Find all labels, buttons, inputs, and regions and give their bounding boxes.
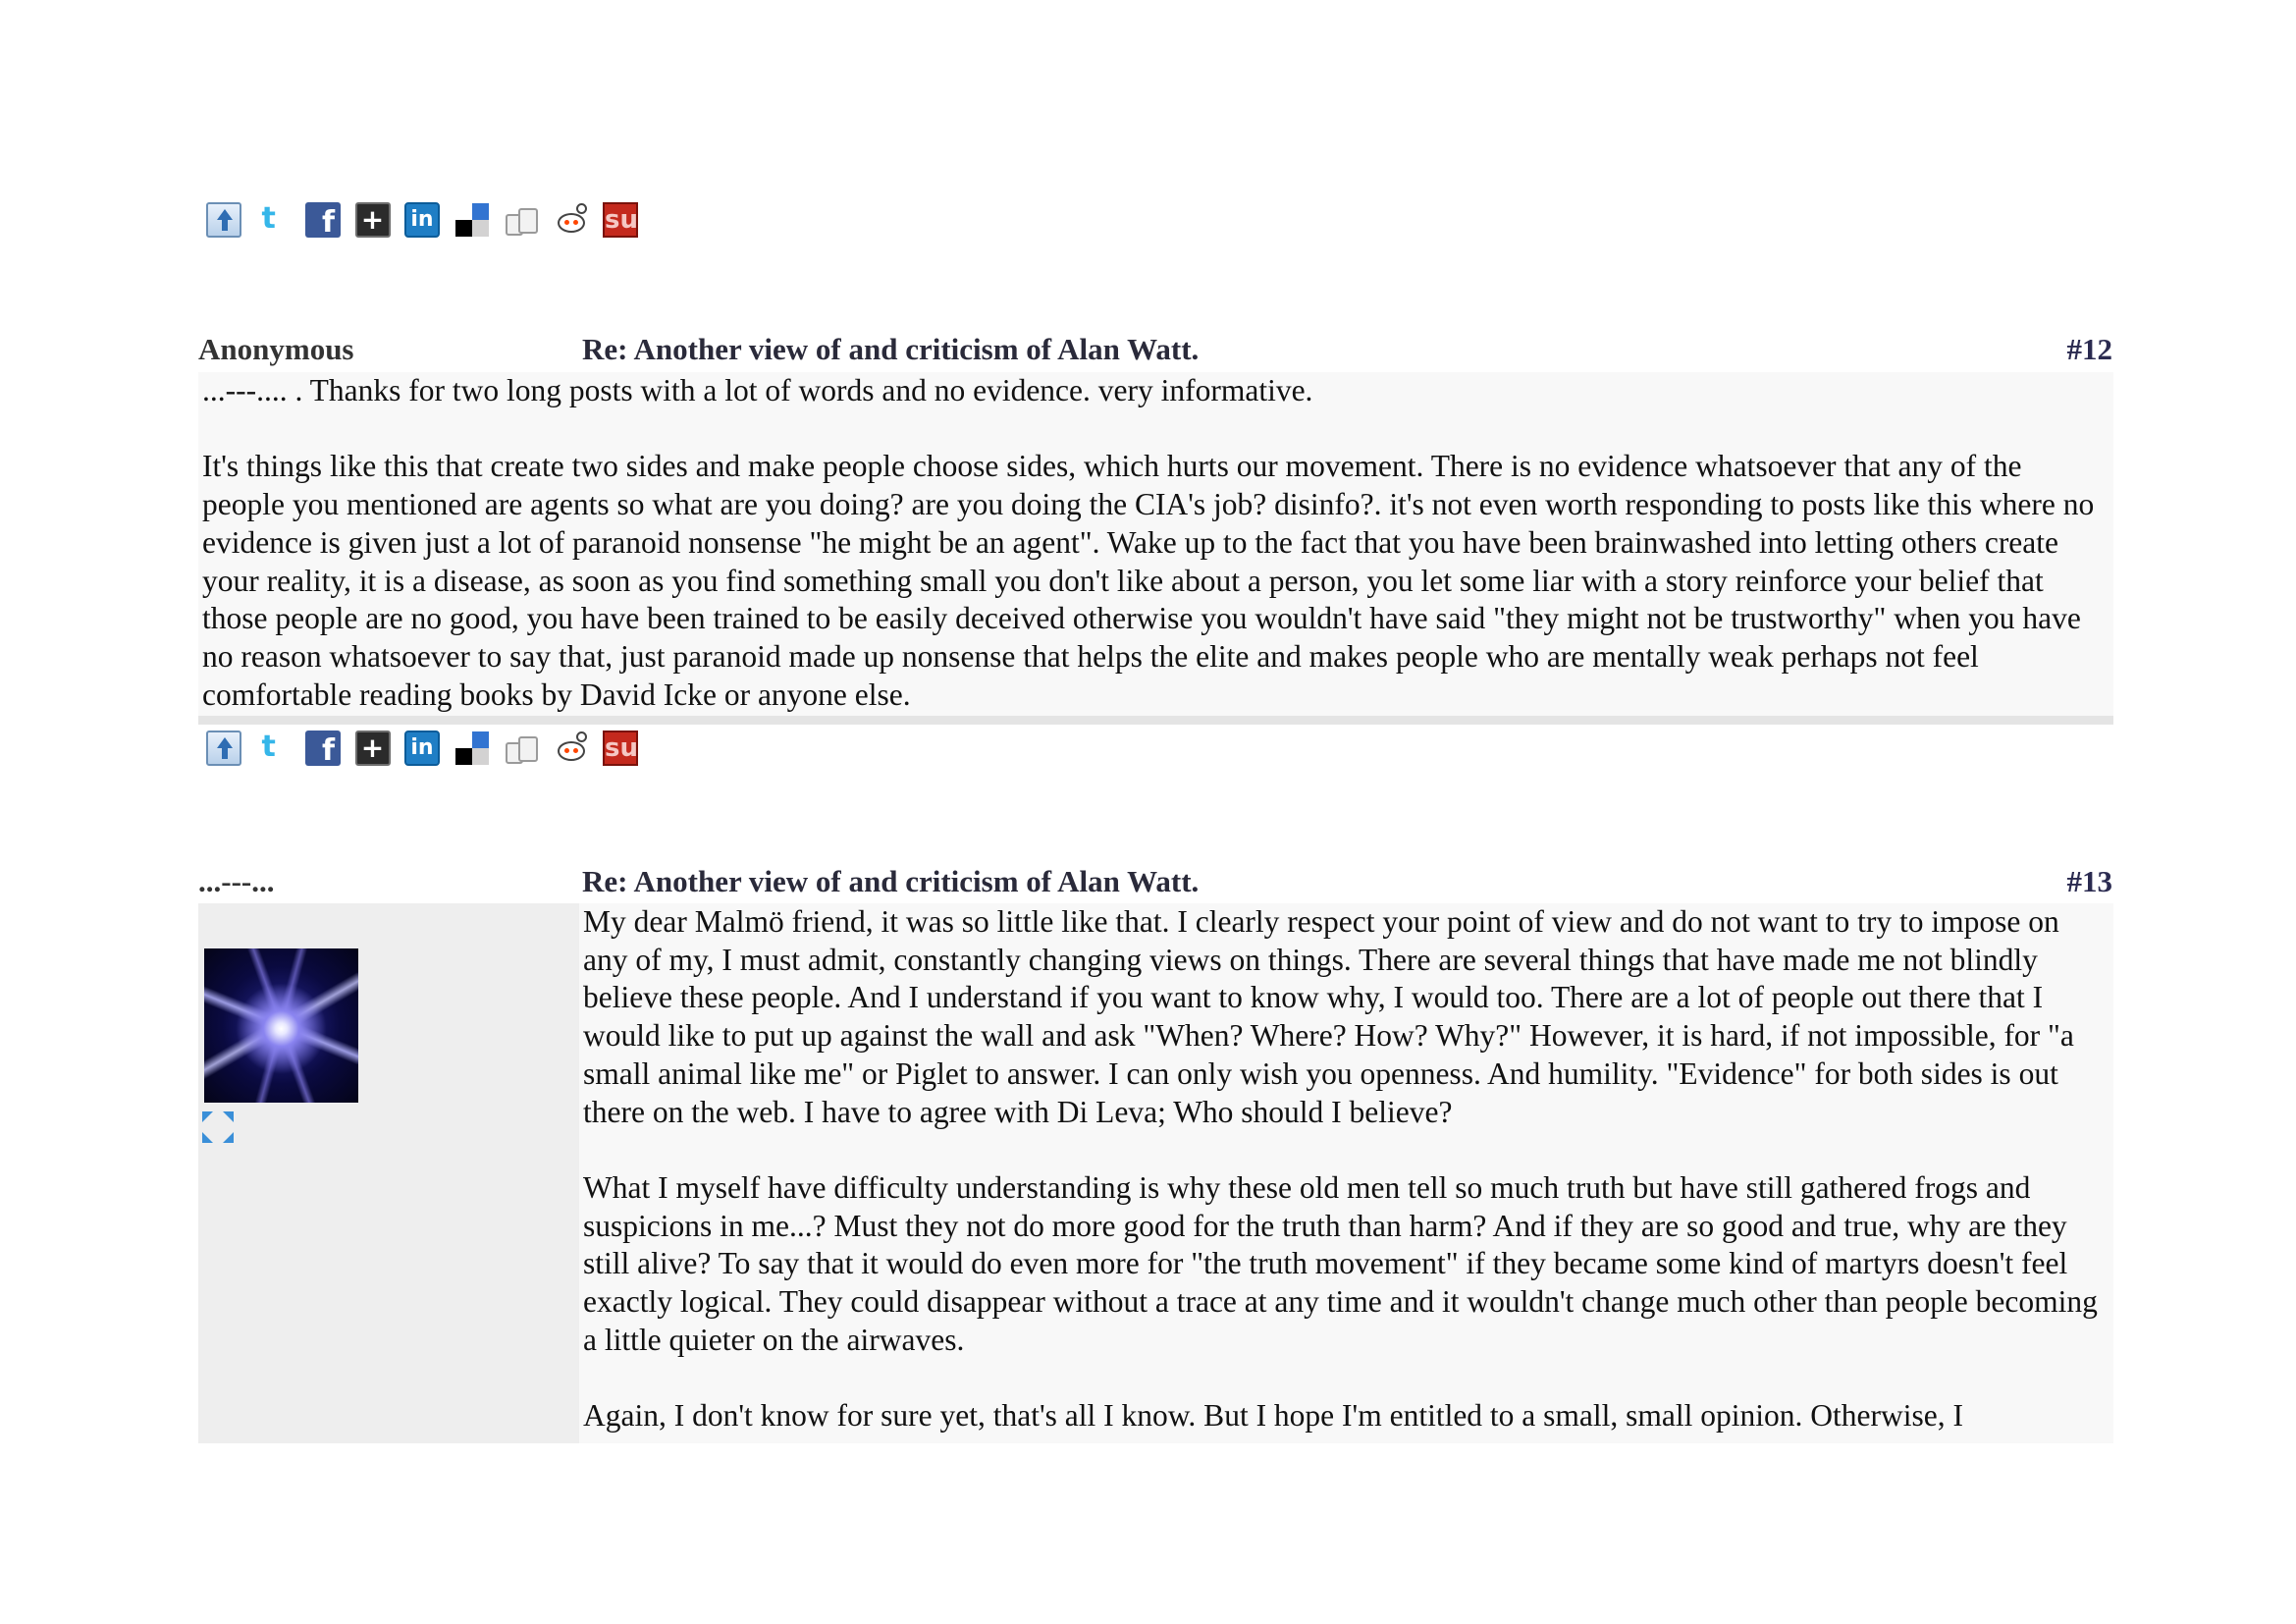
post-header bbox=[196, 332, 2112, 367]
delicious-icon[interactable] bbox=[454, 731, 490, 766]
twitter-glyph: t bbox=[261, 730, 276, 764]
linkedin-glyph: in bbox=[410, 735, 434, 760]
avatar[interactable] bbox=[204, 948, 358, 1103]
post-paragraph: What I myself have difficulty understanding is why these old men tell so much truth but have still gathered frogs and suspicions in me...? Must they not do more good for the truth than harm? And if they are so good and true, why are they still alive? To say that it would do even more for "the truth movement" if they became some kind of martyrs doesn't feel exactly logical. They could disappear without a trace at any time and it wouldn't change much other than people becoming a little quieter on the airwaves. bbox=[583, 1169, 2098, 1357]
post-paragraph: My dear Malmö friend, it was so little like that. I clearly respect your point of view and do not want to try to impose on any of my, I must admit, constantly changing views on things. There are several things that have made me not blindly believe these people. And I understand if you want to know why, I would too. There are a lot of people out there that I would like to put up against the wall and ask "When? Where? How? Why?" However, it is hard, if not impossible, for "a small animal like me" or Piglet to answer. I can only wish you openness. And humility. "Evidence" for both sides is out there on the web. I have to agree with Di Leva; Who should I believe? bbox=[583, 904, 2074, 1129]
twitter-icon[interactable] bbox=[256, 202, 292, 238]
author-panel bbox=[198, 903, 579, 1443]
google-bookmarks-glyph: + bbox=[360, 203, 385, 236]
expand-icon[interactable] bbox=[202, 1111, 234, 1143]
post-divider bbox=[198, 716, 2113, 725]
google-bookmarks-icon[interactable] bbox=[355, 202, 391, 238]
facebook-glyph: f bbox=[321, 205, 335, 240]
facebook-glyph: f bbox=[321, 733, 335, 768]
digg-icon[interactable] bbox=[504, 731, 539, 766]
post-number[interactable]: #13 bbox=[2066, 864, 2112, 898]
stumbleupon-glyph: su bbox=[605, 733, 638, 763]
post-subject[interactable]: Re: Another view of and criticism of Alan Watt. bbox=[582, 332, 1200, 366]
post-body bbox=[579, 903, 2113, 1443]
post-author[interactable]: Anonymous bbox=[198, 332, 354, 366]
stumbleupon-glyph: su bbox=[605, 205, 638, 235]
twitter-icon[interactable] bbox=[256, 731, 292, 766]
google-bookmarks-icon[interactable] bbox=[355, 731, 391, 766]
facebook-icon[interactable] bbox=[305, 202, 341, 238]
linkedin-glyph: in bbox=[410, 207, 434, 232]
post-subject[interactable]: Re: Another view of and criticism of Alan Watt. bbox=[582, 864, 1200, 898]
share-bar bbox=[206, 729, 653, 768]
digg-icon[interactable] bbox=[504, 202, 539, 238]
facebook-icon[interactable] bbox=[305, 731, 341, 766]
reddit-icon[interactable] bbox=[554, 731, 589, 766]
reddit-icon[interactable] bbox=[554, 202, 589, 238]
post-body bbox=[198, 372, 2113, 716]
post-paragraph: It's things like this that create two sides and make people choose sides, which hurts our movement. There is no evidence whatsoever that any of the people you mentioned are agents so what are you doing? are you doing the CIA's job? disinfo?. it's not even worth responding to posts like this where no evidence is given just a lot of paranoid nonsense "he might be an agent". Wake up to the fact that you have been brainwashed into letting others create your reality, it is a disease, as soon as you find something small you don't like about a person, you let some liar with a story reinforce your belief that those people are no good, you have been trained to be easily deceived otherwise you wouldn't have said "they might not be trustworthy" when you have no reason whatsoever to say that, just paranoid made up nonsense that helps the elite and makes people who are mentally weak perhaps not feel comfortable reading books by David Icke or anyone else. bbox=[202, 449, 2095, 712]
post-paragraph: Again, I don't know for sure yet, that's all I know. But I hope I'm entitled to a small, small opinion. Otherwise, I bbox=[583, 1398, 1963, 1434]
google-bookmarks-glyph: + bbox=[360, 731, 385, 764]
stumbleupon-icon[interactable] bbox=[603, 731, 638, 766]
linkedin-icon[interactable] bbox=[404, 731, 440, 766]
back-to-top-icon[interactable] bbox=[206, 202, 241, 238]
back-to-top-icon[interactable] bbox=[206, 731, 241, 766]
stumbleupon-icon[interactable] bbox=[603, 202, 638, 238]
delicious-icon[interactable] bbox=[454, 202, 490, 238]
post-paragraph: ...---.... . Thanks for two long posts with a lot of words and no evidence. very informative. bbox=[202, 373, 1313, 407]
linkedin-icon[interactable] bbox=[404, 202, 440, 238]
post-number[interactable]: #12 bbox=[2066, 332, 2112, 366]
post-header bbox=[196, 864, 2112, 899]
twitter-glyph: t bbox=[261, 201, 276, 236]
share-bar-top bbox=[206, 200, 653, 240]
post-author[interactable]: ...---... bbox=[198, 864, 275, 898]
